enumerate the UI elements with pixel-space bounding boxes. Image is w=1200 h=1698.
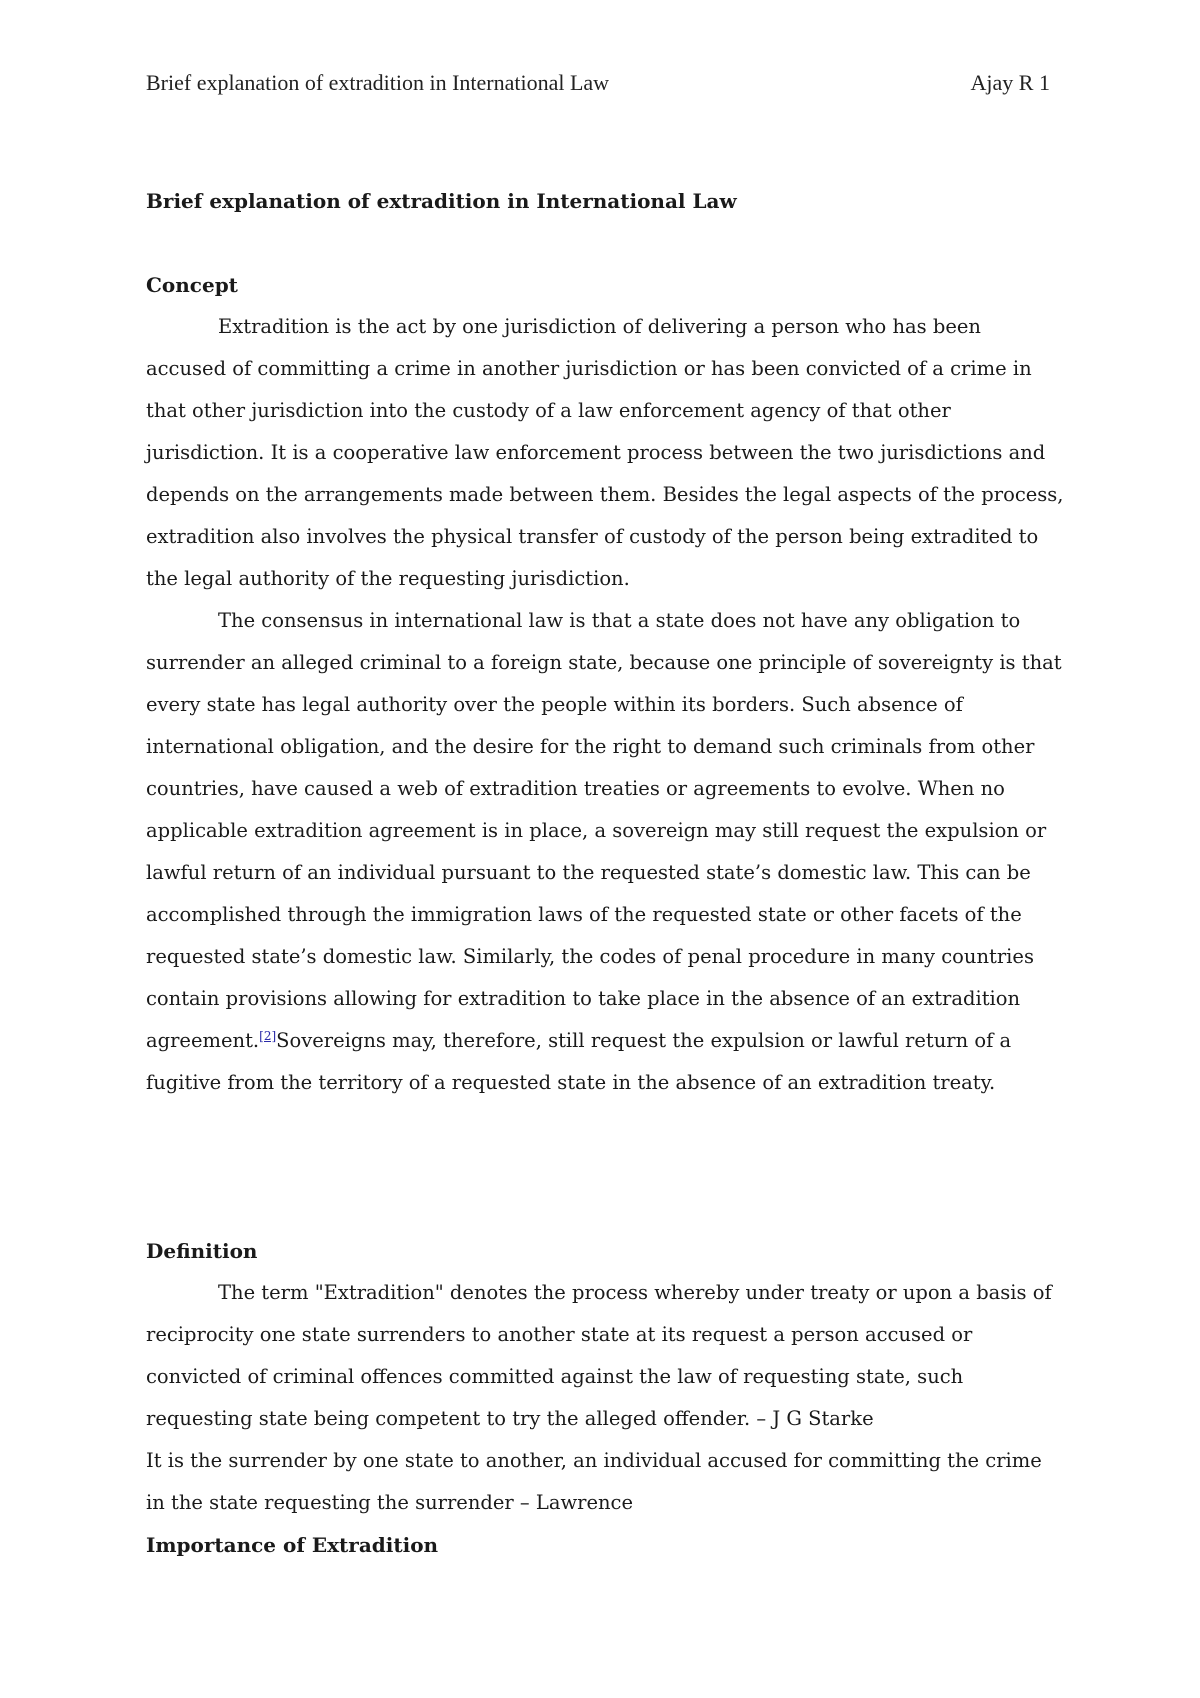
header-title: Brief explanation of extradition in International Law xyxy=(146,70,610,95)
document-title: Brief explanation of extradition in International Law xyxy=(146,189,737,213)
definition-paragraph-1: The term "Extradition" denotes the process whereby under treaty or upon a basis of reciprocity one state surrenders to another state at its request a person accused or convicted of criminal offences committed against the law of requesting state, such requesting state being competent to try the alleged offender. – J G Starke xyxy=(146,1281,1052,1430)
importance-heading: Importance of Extradition xyxy=(146,1533,439,1557)
definition-section xyxy=(146,1230,1066,1566)
footnote-link[interactable]: [2] xyxy=(259,1029,277,1043)
concept-section xyxy=(146,264,1066,1104)
definition-heading: Definition xyxy=(146,1239,258,1263)
concept-paragraph-2 xyxy=(146,600,1066,1104)
concept-heading: Concept xyxy=(146,273,238,297)
concept-paragraph-2-continuation: Sovereigns may, therefore, still request the expulsion or lawful return of a fugitive from the territory of a requested state in the absence of an extradition treaty. xyxy=(146,1029,1012,1094)
running-header xyxy=(146,70,1050,100)
definition-paragraph-2: It is the surrender by one state to another, an individual accused for committing the crime in the state requesting the surrender – Lawrence xyxy=(146,1449,1042,1514)
concept-paragraph-1: Extradition is the act by one jurisdiction of delivering a person who has been accused of committing a crime in another jurisdiction or has been convicted of a crime in that other jurisdiction into the custody of a law enforcement agency of that other jurisdiction. It is a cooperative law enforcement process between the two jurisdictions and depends on the arrangements made between them. Besides the legal aspects of the process, extradition also involves the physical transfer of custody of the person being extradited to the legal authority of the requesting jurisdiction. xyxy=(146,315,1064,590)
concept-paragraph-2-text: The consensus in international law is that a state does not have any obligation to surrender an alleged criminal to a foreign state, because one principle of sovereignty is that every state has legal authority over the people within its borders. Such absence of international obligation, and the desire for the right to demand such criminals from other countries, have caused a web of extradition treaties or agreements to evolve. When no applicable extradition agreement is in place, a sovereign may still request the expulsion or lawful return of an individual pursuant to the requested state’s domestic law. This can be accomplished through the immigration laws of the requested state or other facets of the requested state’s domestic law. Similarly, the codes of penal procedure in many countries contain provisions allowing for extradition to take place in the absence of an extradition agreement. xyxy=(146,609,1062,1052)
header-author-page: Ajay R 1 xyxy=(970,70,1050,95)
